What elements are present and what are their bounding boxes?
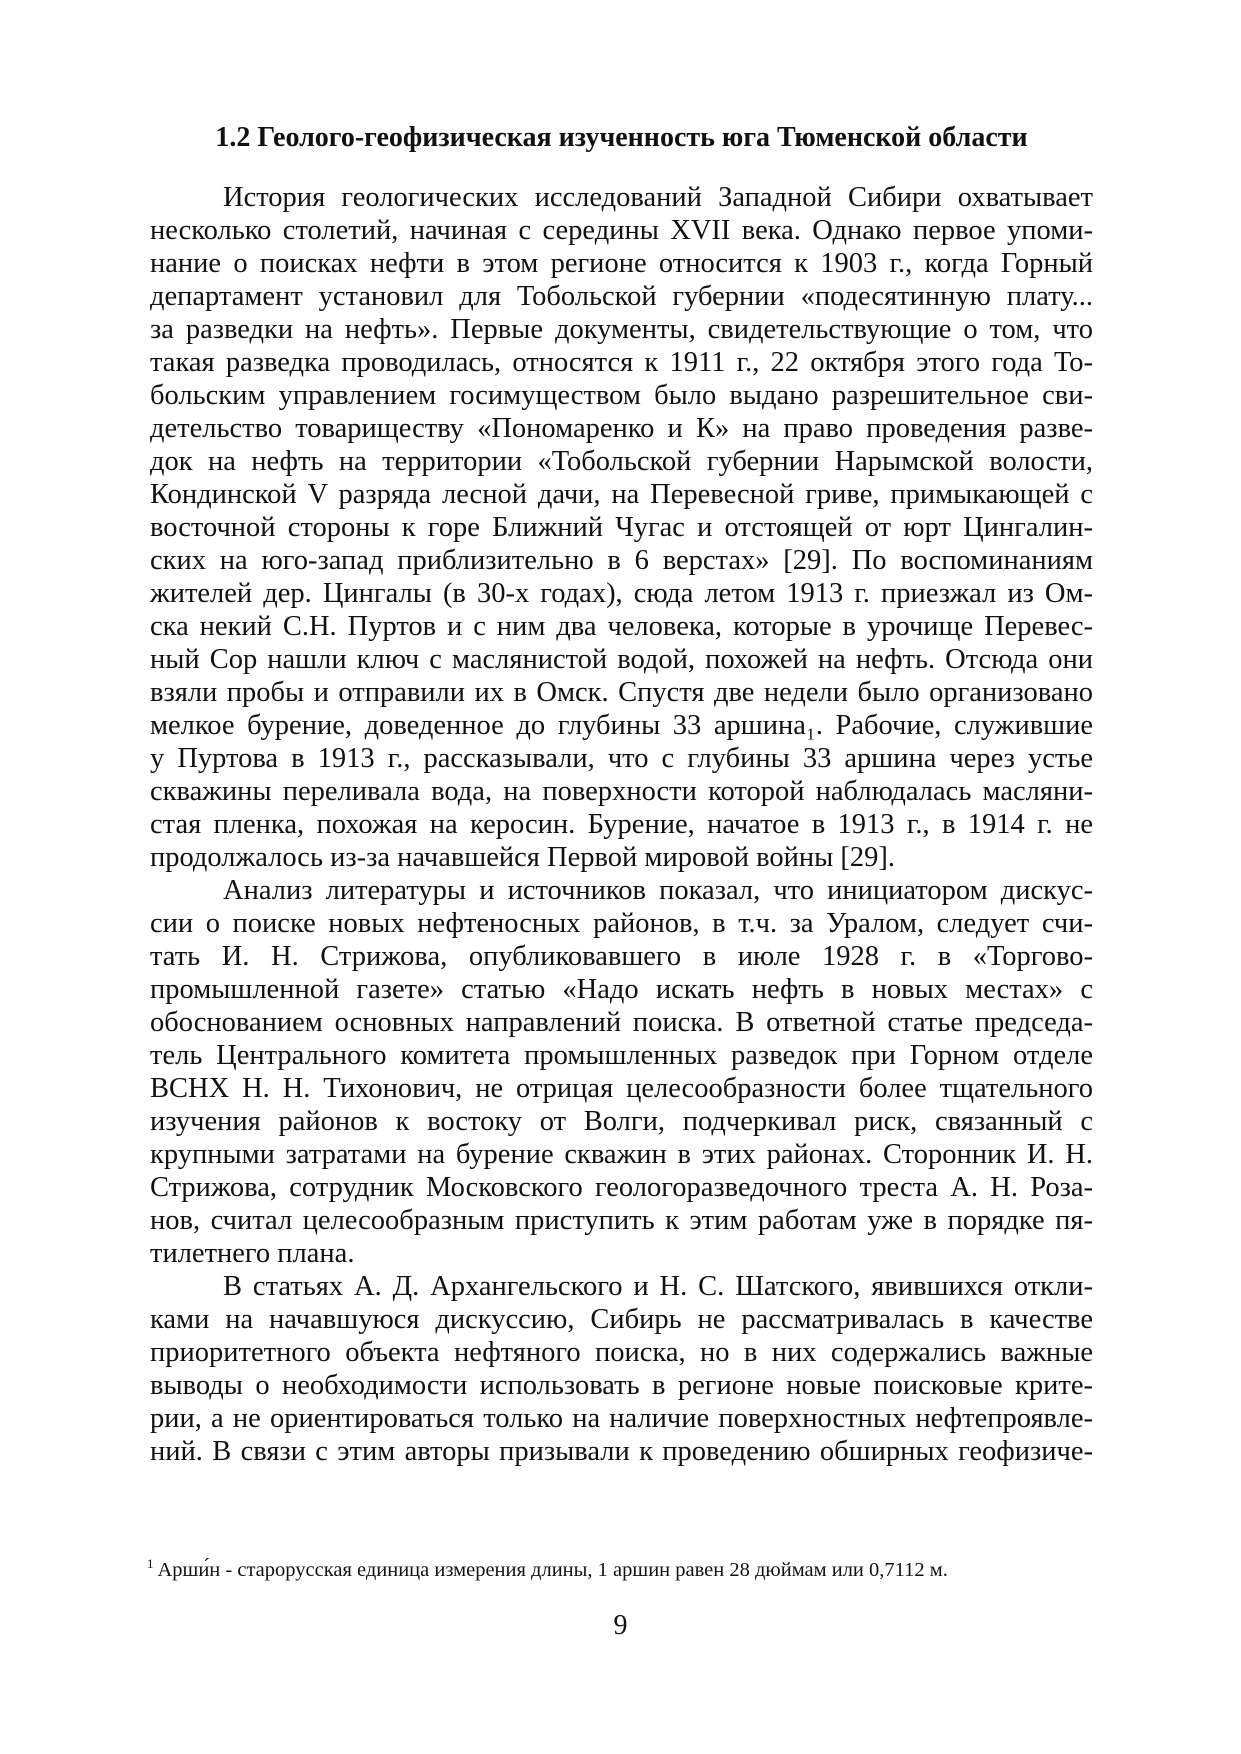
text-line: обоснованием основных направлений поиска. В ответной статье председа-	[150, 1007, 1093, 1038]
text-line: продолжалось из-за начавшейся Первой мировой войны [29].	[150, 842, 895, 873]
text-line: История геологических исследований Западной Сибири охватывает	[223, 182, 1093, 213]
text-line: приоритетного объекта нефтяного поиска, но в них содержались важные	[150, 1337, 1093, 1368]
body-text	[150, 181, 1093, 1468]
section-title: 1.2 Геолого-геофизическая изученность юга Тюменской области	[215, 122, 1028, 153]
text-line: детельство товариществу «Пономаренко и К» на право проведения разве-	[150, 413, 1093, 444]
text-line: В статьях А. Д. Архангельского и Н. С. Шатского, явившихся откли-	[223, 1271, 1093, 1302]
text-line: взяли пробы и отправили их в Омск. Спустя две недели было организовано	[150, 677, 1093, 708]
page-number: 9	[613, 1610, 628, 1641]
text-line: стая пленка, похожая на керосин. Бурение, начатое в 1913 г., в 1914 г. не	[150, 809, 1093, 840]
text-line: изучения районов к востоку от Волги, подчеркивал риск, связанный с	[150, 1106, 1093, 1137]
text-line: у Пуртова в 1913 г., рассказывали, что с глубины 33 аршина через устье	[150, 743, 1093, 774]
text-line: ный Сор нашли ключ с маслянистой водой, похожей на нефть. Отсюда они	[150, 644, 1093, 675]
text-line: Стрижова, сотрудник Московского геологоразведочного треста А. Н. Роза-	[150, 1172, 1093, 1203]
text-line: ками на начавшуюся дискуссию, Сибирь не рассматривалась в качестве	[150, 1304, 1093, 1335]
paragraph	[150, 874, 1093, 1270]
text-line: департамент установил для Тобольской губернии «подесятинную плату...	[150, 281, 1093, 312]
text-line: ска некий С.Н. Пуртов и с ним два человека, которые в урочище Перевес-	[150, 611, 1093, 642]
paragraph	[150, 1270, 1093, 1468]
text-line: ний. В связи с этим авторы призывали к проведению обширных геофизиче-	[150, 1436, 1093, 1467]
footnote-text: Арши́н - старорусская единица измерения длины, 1 аршин равен 28 дюймам или 0,7112 м.	[157, 1559, 948, 1581]
text-line: восточной стороны к горе Ближний Чугас и отстоящей от юрт Цингалин-	[150, 512, 1093, 543]
text-line: такая разведка проводилась, относятся к 1911 г., 22 октября этого года То-	[150, 347, 1093, 378]
text-line: промышленной газете» статью «Надо искать нефть в новых местах» с	[150, 974, 1093, 1005]
text-line: тель Центрального комитета промышленных разведок при Горном отделе	[150, 1040, 1093, 1071]
text-line: за разведки на нефть». Первые документы, свидетельствующие о том, что	[150, 314, 1093, 345]
text-line: тилетнего плана.	[150, 1238, 355, 1269]
text-line: несколько столетий, начиная с середины XVII века. Однако первое упоми-	[150, 215, 1093, 246]
text-line: нание о поисках нефти в этом регионе относится к 1903 г., когда Горный	[150, 248, 1093, 279]
text-line: ских на юго-запад приблизительно в 6 верстах» [29]. По воспоминаниям	[150, 545, 1093, 576]
text-line: выводы о необходимости использовать в регионе новые поисковые крите-	[150, 1370, 1093, 1401]
text-line: жителей дер. Цингалы (в 30-х годах), сюда летом 1913 г. приезжал из Ом-	[150, 578, 1093, 609]
text-line: крупными затратами на бурение скважин в этих районах. Сторонник И. Н.	[150, 1139, 1093, 1170]
text-line: Кондинской V разряда лесной дачи, на Перевесной гриве, примыкающей с	[150, 479, 1093, 510]
text-line: скважины переливала вода, на поверхности которой наблюдалась масляни-	[150, 776, 1093, 807]
footnote-marker: 1	[147, 1556, 154, 1571]
text-line: Анализ литературы и источников показал, что инициатором дискус-	[223, 875, 1093, 906]
text-line: сии о поиске новых нефтеносных районов, в т.ч. за Уралом, следует счи-	[150, 908, 1093, 939]
footnote	[147, 1550, 948, 1584]
paragraph	[150, 181, 1093, 874]
text-line: мелкое бурение, доведенное до глубины 33 аршина₁. Рабочие, служившие	[150, 710, 1093, 741]
text-line: больским управлением госимуществом было выдано разрешительное сви-	[150, 380, 1093, 411]
text-line: ВСНХ Н. Н. Тихонович, не отрицая целесообразности более тщательного	[150, 1073, 1093, 1104]
text-line: док на нефть на территории «Тобольской губернии Нарымской волости,	[150, 446, 1093, 477]
text-line: нов, считал целесообразным приступить к этим работам уже в порядке пя-	[150, 1205, 1093, 1236]
text-line: тать И. Н. Стрижова, опубликовавшего в июле 1928 г. в «Торгово-	[150, 941, 1093, 972]
text-line: рии, а не ориентироваться только на наличие поверхностных нефтепроявле-	[150, 1403, 1093, 1434]
